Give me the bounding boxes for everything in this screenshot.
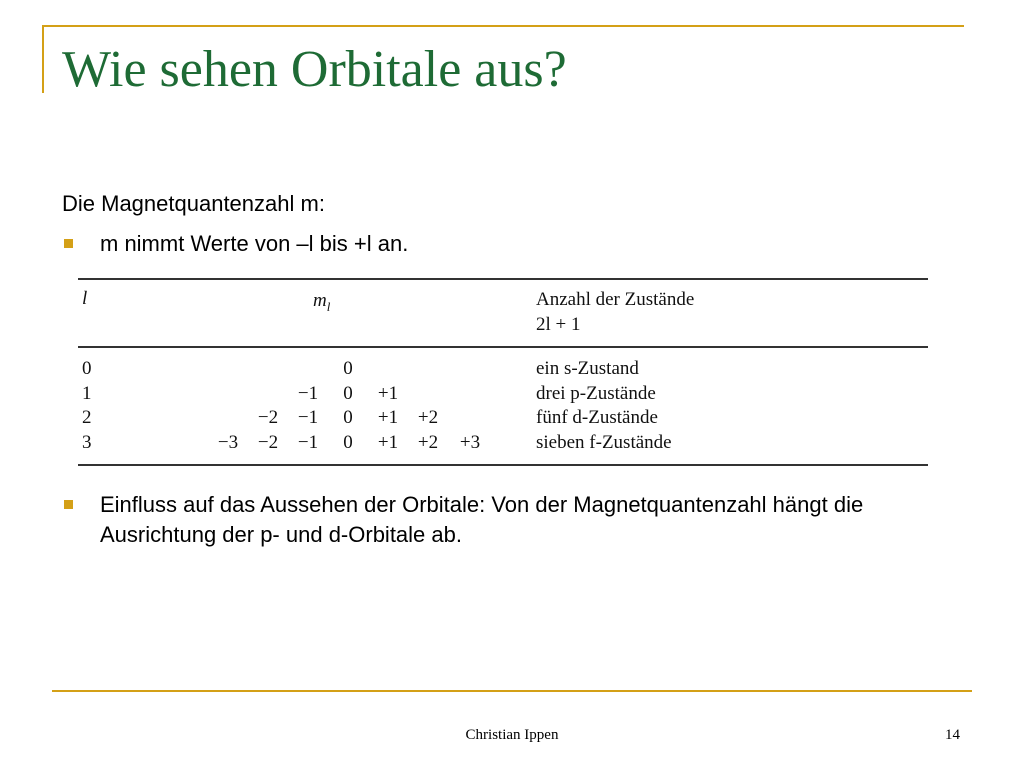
table-rule-bottom [78, 464, 928, 466]
bullet-square-icon [64, 500, 73, 509]
frame-left-line [42, 25, 44, 93]
header-m [313, 290, 330, 318]
m-value: −1 [297, 382, 319, 404]
footer-line [52, 690, 972, 692]
bullet-item [62, 229, 967, 259]
table-rule-top [78, 278, 928, 280]
m-value: −1 [297, 407, 319, 428]
m-value: 0 [343, 431, 353, 453]
m-value: 0 [343, 407, 353, 428]
m-value: +3 [459, 431, 481, 453]
quantum-number-table [78, 278, 928, 466]
m-value: +2 [417, 407, 439, 428]
m-value: 0 [343, 358, 353, 379]
table-rule-mid [78, 346, 928, 348]
header-states: Anzahl der Zustände [536, 289, 695, 310]
footer-author: Christian Ippen [465, 727, 559, 743]
m-value: +1 [377, 431, 399, 453]
table-row [78, 383, 928, 407]
table-row [78, 432, 928, 456]
cell-l: 0 [82, 358, 92, 379]
m-value: +1 [377, 407, 399, 428]
cell-states: ein s-Zustand [536, 358, 639, 379]
m-value: +1 [377, 382, 399, 404]
cell-l: 2 [82, 407, 92, 428]
table-row [78, 358, 928, 382]
page-number: 14 [945, 727, 960, 743]
bullet-text: m nimmt Werte von –l bis +l an. [100, 231, 409, 256]
intro-text: Die Magnetquantenzahl m: [62, 191, 325, 216]
cell-l: 3 [82, 431, 92, 453]
m-value: −1 [297, 431, 319, 453]
m-value: −2 [257, 407, 279, 428]
header-states-formula: 2l + 1 [536, 314, 581, 335]
cell-states: drei p-Zustände [536, 382, 656, 404]
m-value: +2 [417, 431, 439, 453]
header-m-text: m [313, 290, 327, 311]
m-value: 0 [343, 382, 353, 404]
header-l: l [82, 288, 88, 309]
cell-states: sieben f-Zustände [536, 431, 672, 453]
bullet-item [62, 490, 967, 550]
header-m-subscript: l [326, 298, 331, 314]
bullet-square-icon [64, 239, 73, 248]
table-row [78, 407, 928, 431]
m-value: −3 [217, 431, 239, 453]
cell-states: fünf d-Zustände [536, 407, 658, 428]
frame-top-line [42, 25, 964, 27]
slide-title: Wie sehen Orbitale aus? [62, 41, 567, 98]
bullet-text: Einfluss auf das Aussehen der Orbitale: Von der Magnetquantenzahl hängt die Ausrichtung der p- und d-Orbitale ab. [100, 492, 864, 547]
cell-l: 1 [82, 382, 92, 404]
m-value: −2 [257, 431, 279, 453]
